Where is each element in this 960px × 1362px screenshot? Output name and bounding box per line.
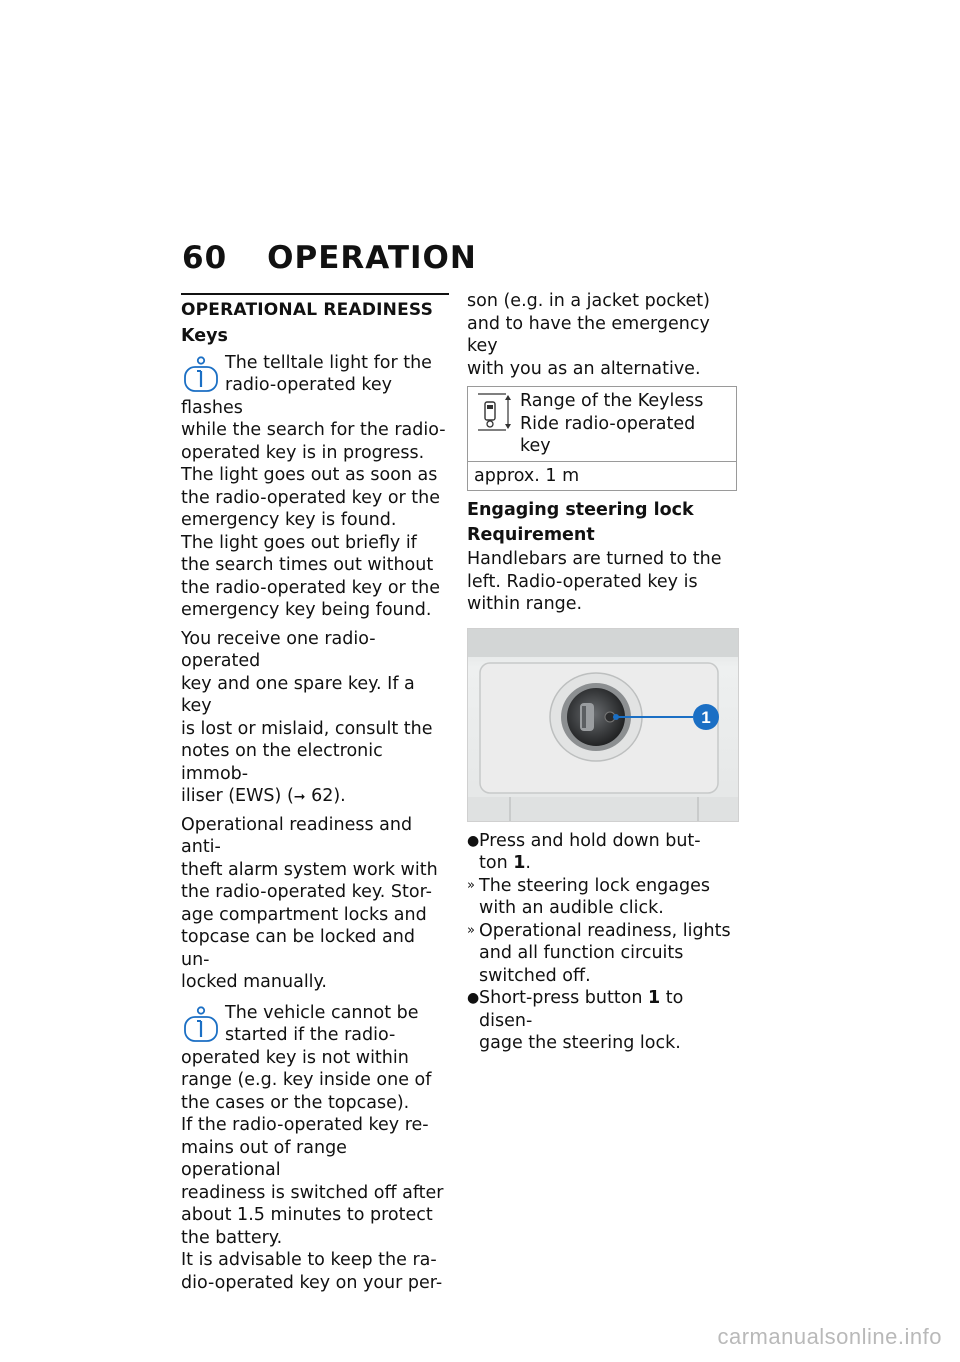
cont-line: with you as an alternative. [467,358,701,379]
table-value-cell: approx. 1 m [468,461,737,491]
table-row [468,461,737,491]
para1-text: iliser (EWS) [181,786,282,806]
step-text: Operational readiness, lights [479,920,731,941]
req-line: left. Radio-operated key is [467,571,698,592]
note1-line: while the search for the radio- [181,420,446,440]
continued-paragraph [467,290,739,380]
page-reference[interactable]: (➞ 62). [287,786,346,806]
req-line: Handlebars are turned to the [467,549,722,569]
note2-line: The vehicle cannot be [225,1002,419,1023]
range-table [467,386,737,491]
table-header-line: Range of the Keyless [520,391,704,411]
watermark: carmanualsonline.info [717,1324,942,1349]
note1-line: The light goes out as soon as [181,465,438,485]
note1-line: operated key is in progress. [181,442,425,463]
chapter-title: OPERATION [267,240,477,276]
note2-line: the cases or the topcase). [181,1092,410,1113]
key-range-icon [474,390,512,434]
note2-line: started if the radio- [225,1025,396,1045]
para2-line: locked manually. [181,972,327,992]
para1-line: You receive one radio-operated [181,628,376,671]
step-text: and all function circuits [479,943,684,963]
note-vehicle-start [181,1002,449,1295]
cont-line: and to have the emergency key [467,313,710,356]
note-telltale [181,352,449,622]
para2-line: topcase can be locked and un- [181,927,415,970]
step-text: Short-press button 1 to disen- [479,988,684,1031]
info-icon [181,1004,221,1046]
note2-line: If the radio-operated key re- [181,1115,429,1135]
step-text: The steering lock engages [479,875,711,896]
list-item [467,987,739,1055]
note2-line: It is advisable to keep the ra- [181,1250,437,1270]
note1-line: The light goes out briefly if [181,532,417,553]
note1-line: the search times out without [181,555,434,575]
button-ref: 1 [513,853,526,873]
note1-line: emergency key is found. [181,510,397,530]
note2-line: mains out of range operational [181,1137,347,1180]
arrow-right-icon: ➞ [293,789,306,805]
table-header-cell [468,387,737,462]
note1-line: emergency key being found. [181,600,432,620]
note2-line: range (e.g. key inside one of [181,1070,432,1090]
button-ref: 1 [648,988,661,1008]
page-ref-number: 62). [311,786,346,806]
table-row [468,387,737,462]
list-item [467,920,739,988]
para1-line: is lost or mislaid, consult the [181,718,433,739]
list-item [467,875,739,920]
note2-line: the battery. [181,1227,283,1248]
para2-line: the radio-operated key. Stor- [181,882,432,902]
steering-lock-photo [467,628,739,822]
section-title: OPERATIONAL READINESS [181,300,434,320]
info-icon [181,354,221,396]
page-number: 60 [182,240,228,276]
note1-line: the radio-operated key or the [181,487,441,508]
callout-number: 1 [701,707,711,727]
note2-line: operated key is not within [181,1047,409,1068]
para1-line-last [181,785,449,809]
result-arrow-icon: » [467,922,475,938]
para2-line: theft alarm system work with [181,859,438,880]
note1-line: radio-operated key flashes [181,375,392,418]
note2-line: readiness is switched off after [181,1182,444,1203]
note1-line: The telltale light for the [225,352,432,373]
step-text: with an audible click. [479,898,664,918]
requirement-heading: Requirement [467,524,595,545]
section-rule [181,293,449,295]
table-header-line: Ride radio-operated key [520,413,696,456]
steering-lock-heading: Engaging steering lock [467,500,694,520]
step-text: switched off. [479,965,591,986]
paragraph-keys [181,628,449,809]
paragraph-alarm [181,814,449,994]
req-line: within range. [467,594,583,614]
bullet-icon: ● [467,832,480,849]
result-arrow-icon: » [467,877,475,893]
note2-line: dio-operated key on your per- [181,1272,443,1293]
para1-line: key and one spare key. If a key [181,673,415,716]
left-column [181,293,449,1294]
right-column [467,290,739,1055]
para1-line: notes on the electronic immob- [181,741,383,784]
bullet-icon: ● [467,990,480,1006]
step-text: gage the steering lock. [479,1033,681,1053]
step-text: ton 1. [479,853,531,873]
note1-line: the radio-operated key or the [181,577,441,598]
keys-heading: Keys [181,326,228,346]
requirement-text [467,548,739,616]
list-item [467,830,739,875]
step-text: Press and hold down but- [479,830,701,851]
note2-line: about 1.5 minutes to protect [181,1205,433,1225]
page-heading [182,240,477,276]
para2-line: age compartment locks and [181,904,427,925]
cont-line: son (e.g. in a jacket pocket) [467,291,710,311]
para2-line: Operational readiness and anti- [181,814,413,857]
steps-list [467,830,739,1055]
